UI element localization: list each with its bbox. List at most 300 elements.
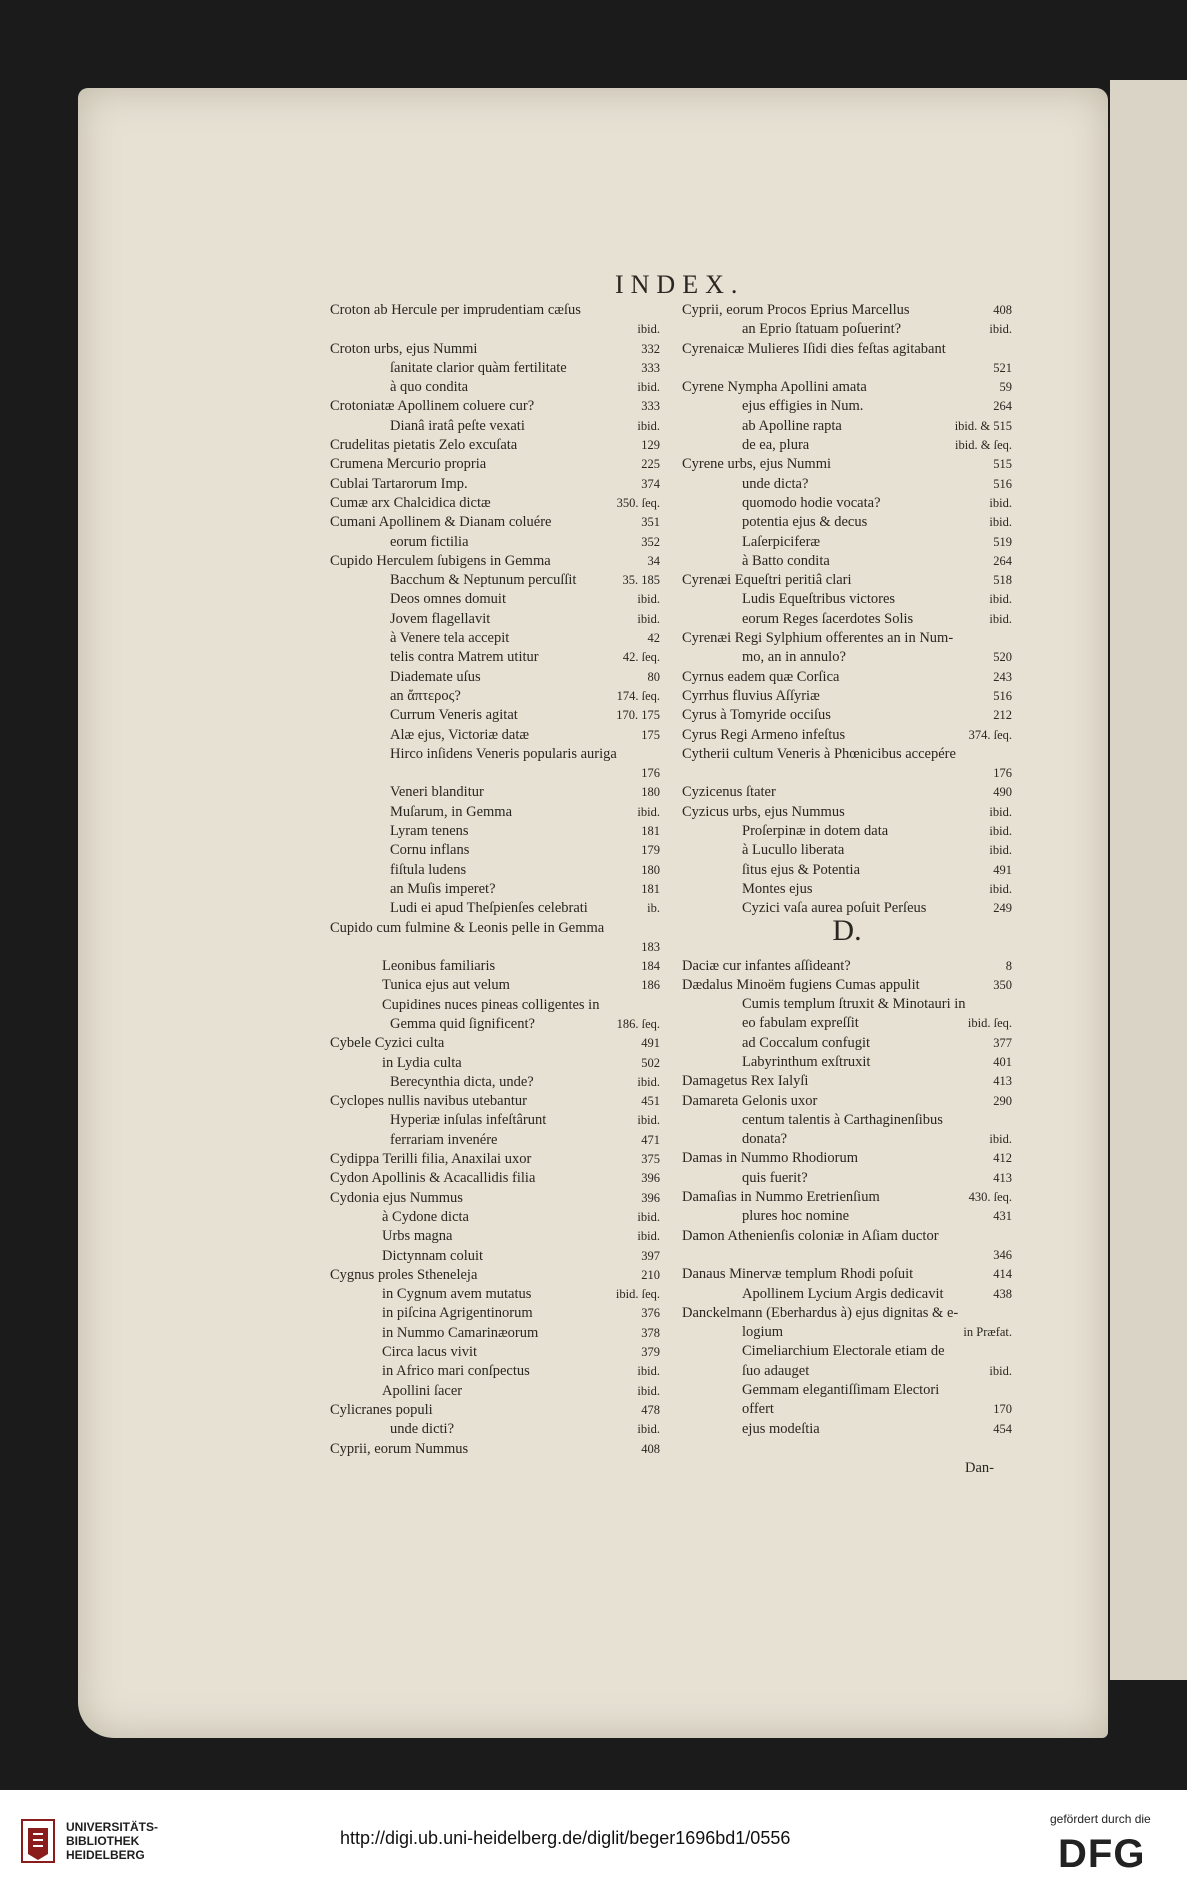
- index-entry: [682, 1188, 1012, 1207]
- index-entry: [330, 919, 660, 938]
- entry-page-ref: ibid.: [989, 322, 1012, 337]
- funding-caption: gefördert durch die: [1050, 1812, 1151, 1826]
- index-entry: [330, 841, 660, 860]
- index-entry: [330, 899, 660, 918]
- entry-text: in Africo mari conſpectus: [382, 1363, 530, 1380]
- entry-page-ref: 34: [647, 553, 660, 568]
- entry-text: Cimeliarchium Electorale etiam de: [742, 1343, 945, 1360]
- entry-page-ref: 290: [993, 1093, 1012, 1108]
- entry-page-ref: 264: [993, 399, 1012, 414]
- entry-text: à Lucullo liberata: [742, 842, 845, 859]
- entry-page-ref: ibid.: [989, 495, 1012, 510]
- entry-page-ref: ibid.: [989, 592, 1012, 607]
- entry-page-ref: 212: [993, 708, 1012, 723]
- entry-page-ref: ibid.: [989, 515, 1012, 530]
- entry-page-ref: 333: [641, 360, 660, 375]
- entry-text: à Venere tela accepit: [390, 630, 510, 647]
- entry-text: à quo condita: [390, 379, 469, 396]
- index-column-left: [330, 301, 660, 1459]
- entry-text: Cupido Herculem ſubigens in Gemma: [330, 552, 551, 569]
- entry-text: Cyrus Regi Armeno infeſtus: [682, 726, 846, 743]
- entry-text: Hyperiæ inſulas infeſtârunt: [390, 1112, 547, 1129]
- entry-text: ſanitate clarior quàm fertilitate: [390, 359, 567, 376]
- index-entry: [330, 957, 660, 976]
- entry-text: Damareta Gelonis uxor: [682, 1092, 818, 1109]
- entry-page-ref: 175: [641, 727, 660, 742]
- index-entry: [682, 1169, 1012, 1188]
- entry-text: Danaus Minervæ templum Rhodi poſuit: [682, 1266, 914, 1283]
- entry-text: quomodo hodie vocata?: [742, 494, 881, 511]
- entry-page-ref: 179: [641, 843, 660, 858]
- entry-page-ref: ibid.: [637, 1229, 660, 1244]
- entry-page-ref: 491: [993, 862, 1012, 877]
- entry-text: Veneri blanditur: [390, 784, 484, 801]
- entry-text: Daciæ cur infantes aſſideant?: [682, 957, 851, 974]
- entry-page-ref: 374. ſeq.: [968, 727, 1012, 742]
- entry-page-ref: 42. ſeq.: [622, 650, 660, 665]
- entry-text: in Nummo Camarinæorum: [382, 1324, 539, 1341]
- entry-page-ref: 412: [993, 1151, 1012, 1166]
- entry-text: eorum Reges ſacerdotes Solis: [742, 610, 914, 627]
- entry-page-ref: 515: [993, 457, 1012, 472]
- entry-page-ref: 408: [641, 1441, 660, 1456]
- index-entry: [330, 1054, 660, 1073]
- index-entry: [682, 629, 1012, 648]
- entry-text: Cydon Apollinis & Acacallidis filia: [330, 1170, 536, 1187]
- index-entry: [682, 1227, 1012, 1246]
- index-entry: [682, 957, 1012, 976]
- entry-text: logium: [742, 1324, 784, 1341]
- entry-text: ſuo adauget: [742, 1362, 810, 1379]
- entry-text: Cydonia ejus Nummus: [330, 1189, 463, 1206]
- entry-text: Hirco inſidens Veneris popularis auriga: [390, 745, 617, 762]
- index-entry: [682, 1014, 1012, 1033]
- index-entry: [682, 1362, 1012, 1381]
- index-entry: [330, 340, 660, 359]
- entry-text: in piſcina Agrigentinorum: [382, 1305, 533, 1322]
- entry-page-ref: ibid. & 515: [954, 418, 1012, 433]
- entry-text: Ludis Equeſtribus victores: [742, 591, 896, 608]
- index-entry: [682, 494, 1012, 513]
- index-entry: [682, 1149, 1012, 1168]
- entry-text: Dictynnam coluit: [382, 1247, 484, 1264]
- entry-page-ref: 352: [641, 534, 660, 549]
- index-entry: [330, 397, 660, 416]
- entry-text: Damagetus Rex Ialyſi: [682, 1073, 809, 1090]
- entry-page-ref: 174. ſeq.: [616, 688, 660, 703]
- index-entry: [682, 648, 1012, 667]
- entry-page-ref: 518: [993, 573, 1012, 588]
- entry-page-ref: 184: [641, 959, 660, 974]
- entry-text: in Lydia culta: [382, 1054, 462, 1071]
- index-entry: [682, 397, 1012, 416]
- entry-page-ref: 186: [641, 978, 660, 993]
- entry-page-ref: 401: [993, 1054, 1012, 1069]
- entry-page-ref: ibid.: [637, 804, 660, 819]
- index-entry: [682, 1265, 1012, 1284]
- entry-text: Jovem flagellavit: [390, 610, 491, 627]
- entry-text: Cublai Tartarorum Imp.: [330, 475, 468, 492]
- index-entry: [330, 938, 660, 957]
- entry-text: Damaſias in Nummo Eretrienſium: [682, 1189, 880, 1206]
- index-entry: [682, 359, 1012, 378]
- entry-page-ref: 170. 175: [616, 708, 660, 723]
- index-entry: [330, 726, 660, 745]
- entry-page-ref: ibid. ſeq.: [967, 1016, 1012, 1031]
- index-entry: [330, 494, 660, 513]
- entry-text: Labyrinthum exſtruxit: [742, 1053, 871, 1070]
- entry-page-ref: ibid.: [989, 1363, 1012, 1378]
- entry-page-ref: 42: [647, 631, 660, 646]
- index-entry: [330, 320, 660, 339]
- index-entry: [682, 995, 1012, 1014]
- index-entry: [682, 475, 1012, 494]
- entry-page-ref: 519: [993, 534, 1012, 549]
- index-entry: [682, 803, 1012, 822]
- entry-page-ref: 180: [641, 785, 660, 800]
- entry-page-ref: 396: [641, 1190, 660, 1205]
- index-entry: [330, 533, 660, 552]
- entry-text: Apollinem Lycium Argis dedicavit: [742, 1285, 944, 1302]
- index-entry: [682, 687, 1012, 706]
- index-entry: [330, 1304, 660, 1323]
- entry-page-ref: ibid. & ſeq.: [955, 438, 1012, 453]
- index-entry: [330, 1150, 660, 1169]
- index-entry: [330, 745, 660, 764]
- entry-page-ref: 35. 185: [622, 573, 660, 588]
- entry-page-ref: 491: [641, 1036, 660, 1051]
- entry-page-ref: 431: [993, 1209, 1012, 1224]
- index-entry: [330, 1285, 660, 1304]
- entry-text: Tunica ejus aut velum: [382, 977, 510, 994]
- entry-text: à Cydone dicta: [382, 1208, 469, 1225]
- entry-page-ref: 521: [993, 360, 1012, 375]
- viewer-footer: [0, 1790, 1187, 1890]
- index-entry: [682, 590, 1012, 609]
- dfg-logo: DFG: [1058, 1832, 1146, 1876]
- entry-page-ref: 378: [641, 1325, 660, 1340]
- entry-text: Cornu inflans: [390, 842, 470, 859]
- entry-text: ad Coccalum confugit: [742, 1034, 871, 1051]
- section-letter: [682, 913, 1012, 957]
- entry-page-ref: ibid.: [989, 881, 1012, 896]
- entry-text: Crudelitas pietatis Zelo excuſata: [330, 437, 518, 454]
- entry-text: Cumis templum ſtruxit & Minotauri in: [742, 996, 966, 1013]
- index-entry: [330, 648, 660, 667]
- entry-text: Alæ ejus, Victoriæ datæ: [390, 726, 530, 743]
- entry-text: an Muſis imperet?: [390, 880, 496, 897]
- entry-text: offert: [742, 1401, 774, 1418]
- index-entry: [682, 745, 1012, 764]
- entry-page-ref: 350: [993, 977, 1012, 992]
- index-entry: [330, 1401, 660, 1420]
- entry-page-ref: 414: [993, 1267, 1012, 1282]
- index-entry: [330, 1015, 660, 1034]
- index-entry: [330, 513, 660, 532]
- entry-page-ref: ibid.: [637, 1113, 660, 1128]
- entry-page-ref: 396: [641, 1171, 660, 1186]
- index-entry: [682, 552, 1012, 571]
- index-entry: [682, 1420, 1012, 1439]
- entry-page-ref: in Præfat.: [963, 1325, 1012, 1340]
- entry-text: eorum fictilia: [390, 533, 469, 550]
- index-entry: [682, 455, 1012, 474]
- entry-page-ref: 181: [641, 881, 660, 896]
- index-entry: [682, 783, 1012, 802]
- entry-page-ref: 451: [641, 1094, 660, 1109]
- entry-text: Cyrene urbs, ejus Nummi: [682, 456, 832, 473]
- entry-text: unde dicti?: [390, 1421, 455, 1438]
- entry-page-ref: 350. ſeq.: [616, 495, 660, 510]
- index-entry: [682, 320, 1012, 339]
- index-entry: [682, 976, 1012, 995]
- index-entry: [682, 533, 1012, 552]
- catchword: Dan-: [965, 1460, 994, 1476]
- entry-text: Crumena Mercurio propria: [330, 456, 487, 473]
- entry-text: Cyzici vaſa aurea poſuit Perſeus: [742, 900, 927, 917]
- index-entry: [330, 1382, 660, 1401]
- entry-page-ref: ibid.: [637, 1364, 660, 1379]
- index-entry: [330, 590, 660, 609]
- entry-page-ref: 243: [993, 669, 1012, 684]
- entry-text: Cyrrhus fluvius Aſſyriæ: [682, 687, 820, 704]
- entry-text: Lyram tenens: [390, 823, 469, 840]
- entry-text: ferrariam invenére: [390, 1131, 498, 1148]
- index-entry: [682, 1381, 1012, 1400]
- index-entry: [330, 417, 660, 436]
- index-entry: [682, 861, 1012, 880]
- entry-text: mo, an in annulo?: [742, 649, 846, 666]
- entry-text: eo fabulam expreſſit: [742, 1015, 859, 1032]
- entry-text: Proſerpinæ in dotem data: [742, 823, 889, 840]
- index-entry: [682, 1130, 1012, 1149]
- entry-page-ref: 351: [641, 515, 660, 530]
- index-entry: [330, 1208, 660, 1227]
- entry-page-ref: ibid.: [637, 1422, 660, 1437]
- entry-text: Urbs magna: [382, 1228, 453, 1245]
- index-entry: [330, 629, 660, 648]
- entry-text: Damon Athenienſis coloniæ in Aſiam ductor: [682, 1227, 939, 1244]
- entry-page-ref: 183: [641, 939, 660, 954]
- index-entry: [330, 668, 660, 687]
- entry-text: Cyclopes nullis navibus utebantur: [330, 1093, 527, 1110]
- index-entry: [330, 1092, 660, 1111]
- index-entry: [330, 783, 660, 802]
- index-entry: [682, 1111, 1012, 1130]
- entry-page-ref: 332: [641, 341, 660, 356]
- index-entry: [330, 552, 660, 571]
- entry-page-ref: 379: [641, 1345, 660, 1360]
- entry-text: Cytherii cultum Veneris à Phœnicibus accepére: [682, 745, 956, 762]
- entry-text: Deos omnes domuit: [390, 591, 506, 608]
- entry-text: Muſarum, in Gemma: [390, 803, 513, 820]
- index-entry: [330, 1131, 660, 1150]
- entry-page-ref: 478: [641, 1402, 660, 1417]
- entry-page-ref: 413: [993, 1170, 1012, 1185]
- entry-page-ref: 490: [993, 785, 1012, 800]
- entry-page-ref: 376: [641, 1306, 660, 1321]
- entry-page-ref: 377: [993, 1035, 1012, 1050]
- entry-text: Crotoniatæ Apollinem coluere cur?: [330, 398, 535, 415]
- index-entry: [330, 1362, 660, 1381]
- entry-text: Cyprii, eorum Procos Eprius Marcellus: [682, 302, 910, 318]
- entry-page-ref: 454: [993, 1421, 1012, 1436]
- entry-page-ref: ibid. ſeq.: [615, 1287, 660, 1302]
- index-entry: [330, 880, 660, 899]
- entry-text: Cyrenaicæ Mulieres Iſidi dies feſtas agitabant: [682, 340, 946, 357]
- index-entry: [682, 513, 1012, 532]
- entry-text: ejus modeſtia: [742, 1420, 820, 1437]
- entry-page-ref: ibid.: [989, 1132, 1012, 1147]
- entry-page-ref: 181: [641, 824, 660, 839]
- entry-page-ref: ibid.: [637, 1383, 660, 1398]
- entry-page-ref: ibid.: [637, 1209, 660, 1224]
- entry-page-ref: 397: [641, 1248, 660, 1263]
- index-entry: [330, 1227, 660, 1246]
- entry-page-ref: 249: [993, 901, 1012, 916]
- index-entry: [330, 1266, 660, 1285]
- index-entry: [330, 1440, 660, 1459]
- index-entry: [330, 1343, 660, 1362]
- index-entry: [330, 687, 660, 706]
- entry-text: ejus effigies in Num.: [742, 398, 864, 415]
- index-entry: [682, 1304, 1012, 1323]
- entry-page-ref: 210: [641, 1267, 660, 1282]
- index-entry: [330, 1034, 660, 1053]
- entry-text: Danckelmann (Eberhardus à) ejus dignitas & e-: [682, 1304, 959, 1321]
- index-entry: [330, 1247, 660, 1266]
- entry-page-ref: 438: [993, 1286, 1012, 1301]
- index-entry: [682, 610, 1012, 629]
- entry-page-ref: 170: [993, 1402, 1012, 1417]
- index-entry: [682, 1400, 1012, 1419]
- index-entry: [330, 378, 660, 397]
- index-entry: [330, 996, 660, 1015]
- entry-page-ref: ibid.: [637, 1074, 660, 1089]
- index-entry: [330, 1073, 660, 1092]
- entry-text: an ἄπτερος?: [390, 687, 461, 704]
- entry-page-ref: ibid.: [637, 380, 660, 395]
- entry-text: in Cygnum avem mutatus: [382, 1286, 532, 1303]
- entry-text: Gemma quid ſignificent?: [390, 1015, 535, 1032]
- index-entry: [330, 455, 660, 474]
- entry-page-ref: 80: [647, 669, 660, 684]
- entry-page-ref: 176: [993, 766, 1012, 781]
- entry-page-ref: 180: [641, 862, 660, 877]
- entry-text: Dianâ iratâ peſte vexati: [390, 417, 525, 434]
- entry-page-ref: 186. ſeq.: [616, 1016, 660, 1031]
- entry-text: Currum Veneris agitat: [390, 707, 518, 724]
- index-entry: [682, 1342, 1012, 1361]
- entry-text: Cupido cum fulmine & Leonis pelle in Gemma: [330, 919, 605, 936]
- entry-text: an Eprio ſtatuam poſuerint?: [742, 321, 902, 338]
- index-entry: [330, 822, 660, 841]
- entry-text: Cyrene Nympha Apollini amata: [682, 379, 867, 396]
- index-entry: [682, 822, 1012, 841]
- entry-text: ab Apolline rapta: [742, 417, 842, 434]
- entry-text: Gemmam elegantiſſimam Electori: [742, 1382, 940, 1399]
- index-entry: [682, 417, 1012, 436]
- entry-text: Cyrenæi Equeſtri peritiâ clari: [682, 572, 852, 589]
- entry-page-ref: ibid.: [989, 843, 1012, 858]
- entry-text: unde dicta?: [742, 475, 809, 492]
- index-entry: [682, 764, 1012, 783]
- entry-text: centum talentis à Carthaginenſibus: [742, 1111, 943, 1128]
- entry-text: Cyzicenus ſtater: [682, 784, 776, 801]
- entry-text: Cyrus à Tomyride occiſus: [682, 707, 831, 724]
- permalink-url[interactable]: http://digi.ub.uni-heidelberg.de/diglit/beger1696bd1/0556: [340, 1828, 791, 1848]
- adjacent-page-edge: [1110, 80, 1187, 1680]
- index-entry: [682, 1072, 1012, 1091]
- entry-text: Croton urbs, ejus Nummi: [330, 340, 478, 357]
- entry-page-ref: 176: [641, 766, 660, 781]
- entry-page-ref: 264: [993, 553, 1012, 568]
- entry-page-ref: 516: [993, 688, 1012, 703]
- library-name: UNIVERSITÄTS- BIBLIOTHEK HEIDELBERG: [66, 1820, 159, 1862]
- index-entry: [682, 668, 1012, 687]
- index-entry: [682, 1034, 1012, 1053]
- entry-text: Cyrnus eadem quæ Corſica: [682, 668, 840, 685]
- index-entry: [682, 1285, 1012, 1304]
- university-seal-icon: [20, 1818, 56, 1864]
- index-entry: [682, 436, 1012, 455]
- index-entry: [330, 1324, 660, 1343]
- entry-page-ref: 520: [993, 650, 1012, 665]
- entry-text: potentia ejus & decus: [742, 514, 868, 531]
- entry-page-ref: 375: [641, 1152, 660, 1167]
- index-entry: [682, 378, 1012, 397]
- entry-text: Cydippa Terilli filia, Anaxilai uxor: [330, 1151, 532, 1168]
- index-entry: [330, 475, 660, 494]
- index-entry: [330, 1420, 660, 1439]
- entry-page-ref: 516: [993, 476, 1012, 491]
- index-entry: [330, 861, 660, 880]
- entry-text: plures hoc nomine: [742, 1208, 850, 1225]
- index-entry: [682, 880, 1012, 899]
- index-entry: [682, 571, 1012, 590]
- index-entry: [682, 1207, 1012, 1226]
- entry-text: quis fuerit?: [742, 1169, 808, 1186]
- entry-page-ref: 502: [641, 1055, 660, 1070]
- entry-page-ref: 471: [641, 1132, 660, 1147]
- entry-page-ref: ibid.: [989, 824, 1012, 839]
- entry-text: Cylicranes populi: [330, 1401, 433, 1418]
- entry-text: à Batto condita: [742, 552, 830, 569]
- entry-text: Bacchum & Neptunum percuſſit: [390, 572, 577, 589]
- entry-text: Damas in Nummo Rhodiorum: [682, 1150, 859, 1167]
- index-entry: [330, 301, 660, 320]
- entry-text: de ea, plura: [742, 437, 810, 454]
- entry-text: telis contra Matrem utitur: [390, 649, 539, 666]
- entry-text: Laſerpiciferæ: [742, 533, 821, 550]
- index-entry: [330, 764, 660, 783]
- entry-text: Cyrenæi Regi Sylphium offerentes an in Num-: [682, 630, 954, 647]
- entry-page-ref: 374: [641, 476, 660, 491]
- index-entry: [682, 841, 1012, 860]
- entry-page-ref: 430. ſeq.: [968, 1190, 1012, 1205]
- entry-page-ref: 8: [1005, 958, 1012, 973]
- entry-page-ref: ibid.: [637, 592, 660, 607]
- index-entry: [682, 301, 1012, 320]
- entry-text: Cyzicus urbs, ejus Nummus: [682, 803, 845, 820]
- entry-page-ref: 413: [993, 1074, 1012, 1089]
- page-title: INDEX.: [615, 270, 745, 299]
- entry-text: fiſtula ludens: [390, 861, 467, 878]
- index-entry: [330, 610, 660, 629]
- entry-text: D.: [832, 913, 862, 947]
- entry-text: Cumæ arx Chalcidica dictæ: [330, 494, 491, 511]
- entry-text: Ludi ei apud Theſpienſes celebrati: [390, 900, 588, 917]
